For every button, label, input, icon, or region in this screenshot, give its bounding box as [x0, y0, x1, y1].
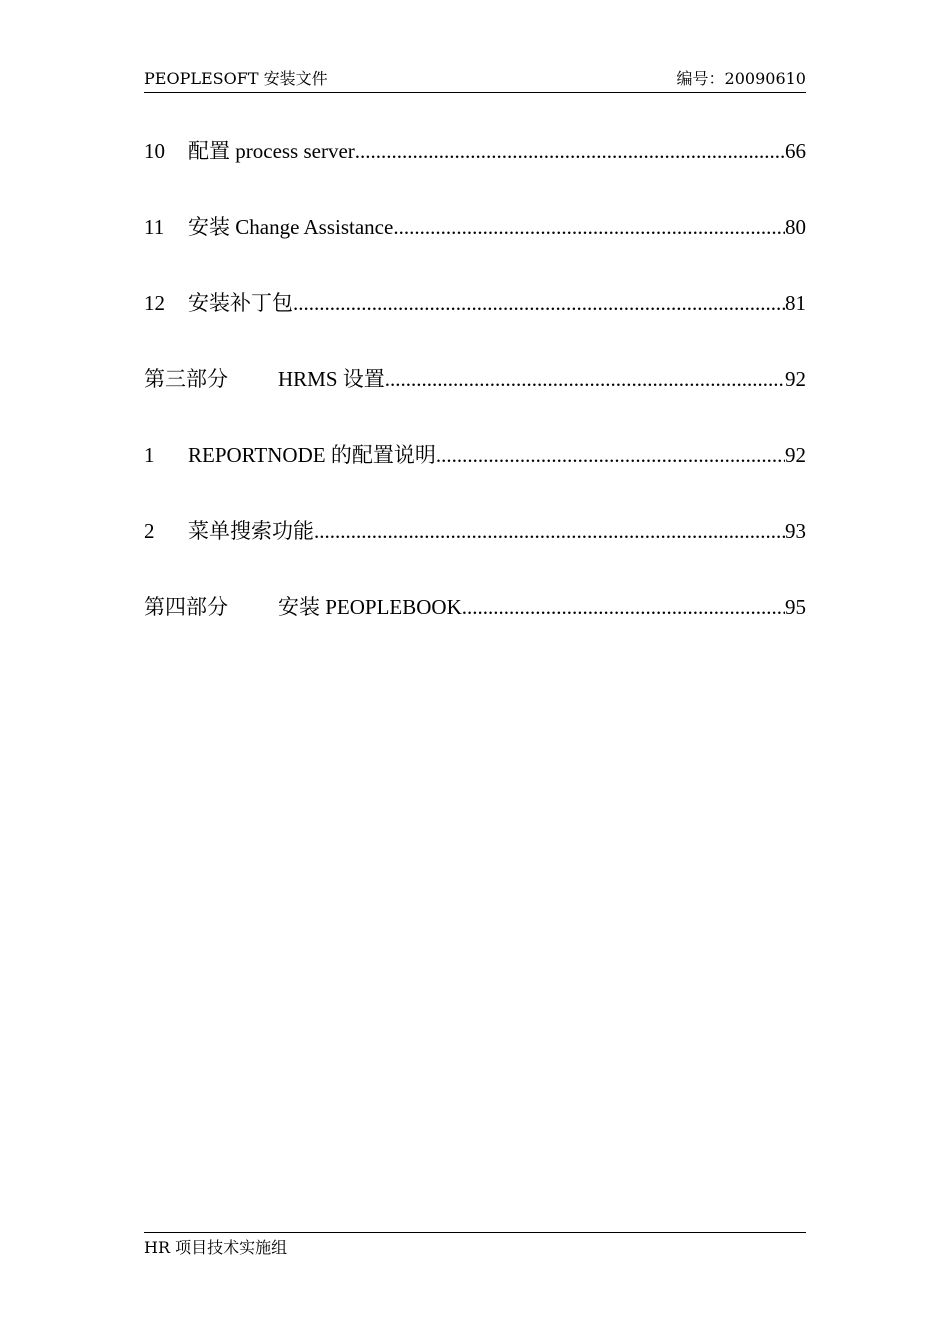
toc-dot-leader	[385, 362, 785, 396]
toc-entry-title: 安装补丁包	[188, 291, 293, 315]
toc-entry-title: 安装 Change Assistance	[188, 215, 394, 239]
toc-entry-page: 95	[785, 595, 806, 619]
toc-dot-leader	[355, 134, 785, 168]
toc-entry-title: 安装 PEOPLEBOOK	[278, 595, 462, 619]
toc-entry-number: 2	[144, 519, 155, 543]
page-header	[144, 68, 806, 93]
toc-part-entry[interactable]	[144, 590, 806, 666]
header-title: PEOPLESOFT 安装文件	[144, 69, 328, 88]
toc-entry-title: REPORTNODE 的配置说明	[188, 443, 436, 467]
toc-part-entry[interactable]	[144, 362, 806, 438]
page-footer	[144, 1232, 806, 1259]
toc-entry-title: 配置 process server	[188, 139, 355, 163]
toc-entry-page: 93	[785, 519, 806, 543]
toc-dot-leader	[462, 590, 785, 624]
table-of-contents	[144, 134, 806, 666]
toc-entry[interactable]	[144, 210, 806, 286]
toc-entry-page: 66	[785, 139, 806, 163]
toc-entry[interactable]	[144, 438, 806, 514]
toc-entry-title: 菜单搜索功能	[188, 519, 314, 543]
toc-dot-leader	[314, 514, 785, 548]
toc-entry-number: 1	[144, 443, 155, 467]
header-doc-number: 编号：20090610	[676, 69, 806, 88]
toc-entry-number: 10	[144, 139, 165, 163]
toc-entry[interactable]	[144, 286, 806, 362]
toc-entry-page: 81	[785, 291, 806, 315]
toc-part-label: 第三部分	[144, 367, 228, 391]
toc-dot-leader	[436, 438, 785, 472]
footer-text: HR 项目技术实施组	[144, 1238, 288, 1257]
toc-entry-page: 80	[785, 215, 806, 239]
toc-entry[interactable]	[144, 134, 806, 210]
toc-entry-number: 12	[144, 291, 165, 315]
toc-dot-leader	[393, 210, 785, 244]
toc-entry-page: 92	[785, 367, 806, 391]
toc-entry[interactable]	[144, 514, 806, 590]
toc-entry-page: 92	[785, 443, 806, 467]
toc-part-label: 第四部分	[144, 595, 228, 619]
toc-entry-number: 11	[144, 215, 165, 239]
toc-entry-title: HRMS 设置	[278, 367, 385, 391]
toc-dot-leader	[293, 286, 785, 320]
